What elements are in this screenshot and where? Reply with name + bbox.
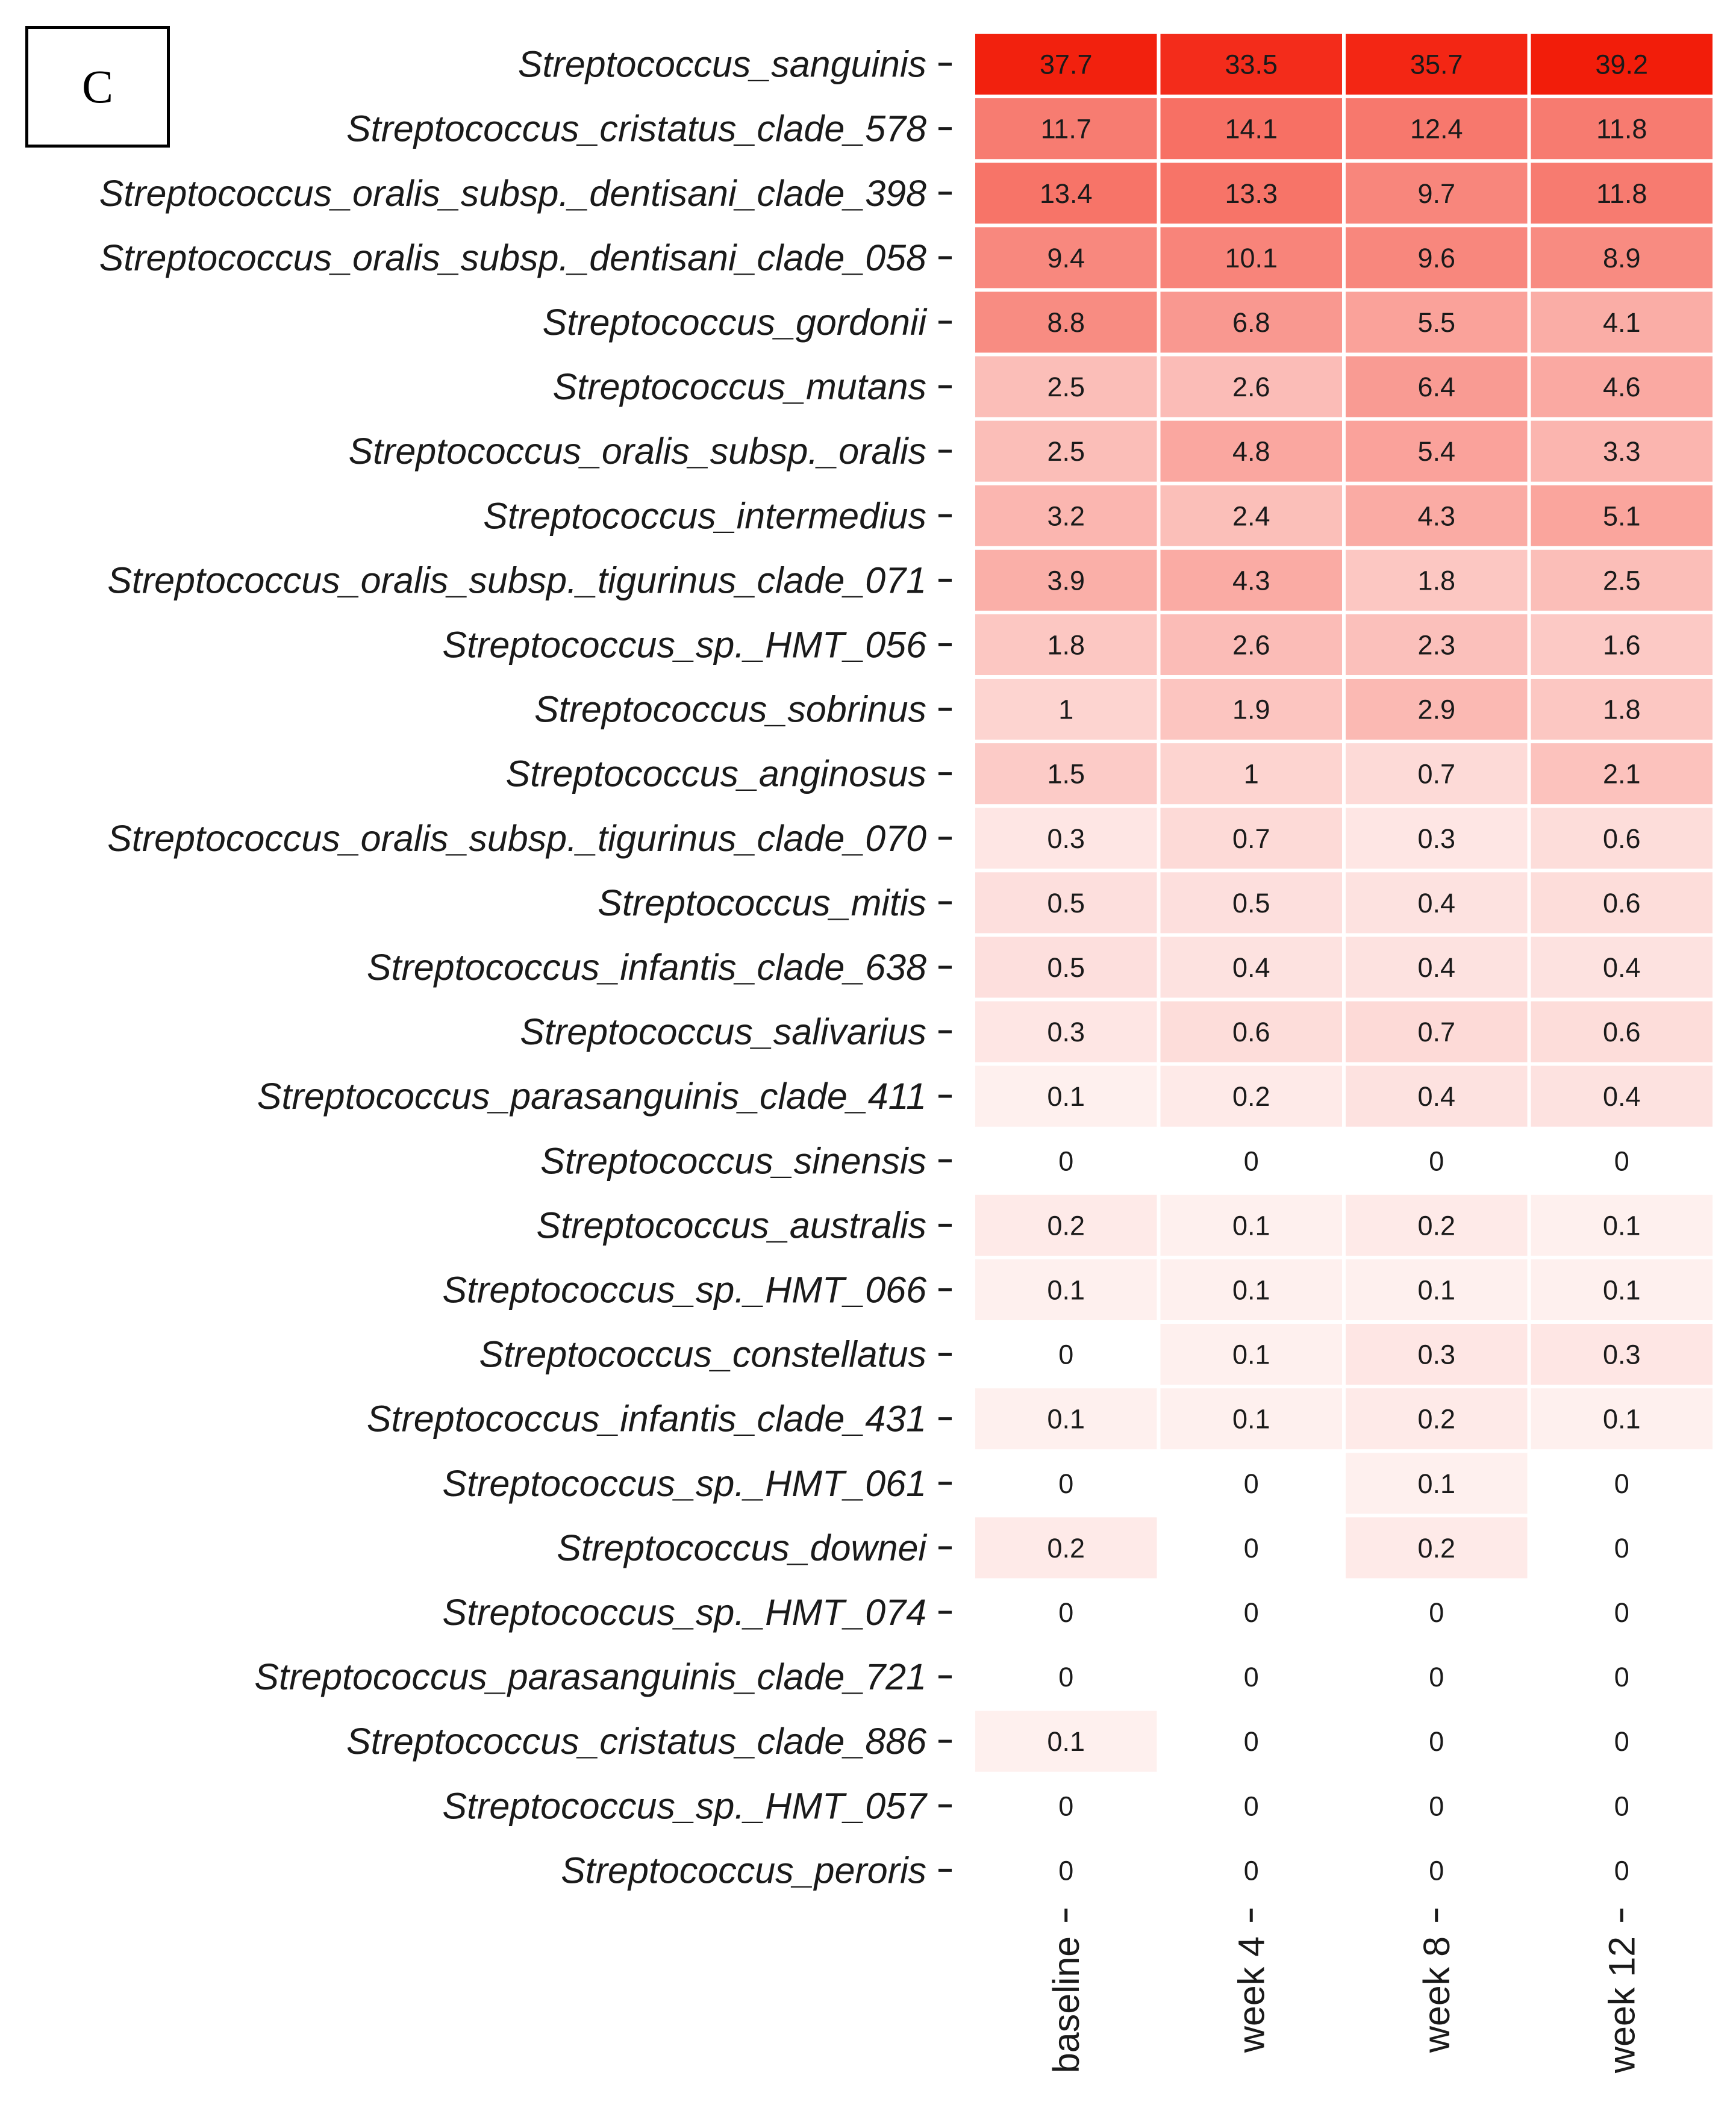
cell-value-label: 0.7 <box>1417 1017 1456 1048</box>
row-label: Streptococcus_sp._HMT_057 <box>442 1785 926 1827</box>
cell-value-label: 5.4 <box>1417 436 1456 467</box>
cell-value-label: 8.8 <box>1047 307 1085 338</box>
row-label: Streptococcus_sp._HMT_074 <box>442 1591 926 1633</box>
cell-value-label: 0.3 <box>1047 823 1085 854</box>
cell-value-label: 0.1 <box>1047 1274 1085 1306</box>
cell-value-label: 9.6 <box>1417 242 1456 273</box>
cell-value-label: 0 <box>1243 1532 1259 1564</box>
cell-value-label: 3.2 <box>1047 501 1085 532</box>
row-label: Streptococcus_sobrinus <box>534 688 926 730</box>
cell-value-label: 0.1 <box>1602 1403 1641 1435</box>
row-label: Streptococcus_parasanguinis_clade_721 <box>254 1656 926 1698</box>
cell-value-label: 2.5 <box>1602 565 1641 596</box>
cell-value-label: 0 <box>1429 1791 1444 1822</box>
cell-value-label: 0 <box>1614 1726 1629 1757</box>
row-label: Streptococcus_downei <box>557 1527 926 1568</box>
cell-value-label: 1.6 <box>1602 629 1641 661</box>
cell-value-label: 0.2 <box>1417 1532 1456 1564</box>
row-label: Streptococcus_anginosus <box>505 753 926 794</box>
cell-value-label: 0.1 <box>1232 1274 1270 1306</box>
cell-value-label: 4.8 <box>1232 436 1270 467</box>
cell-value-label: 0.6 <box>1602 823 1641 854</box>
cell-value-label: 0.4 <box>1602 952 1641 983</box>
row-label: Streptococcus_gordonii <box>542 301 926 343</box>
cell-value-label: 1 <box>1058 694 1074 725</box>
cell-value-label: 11.8 <box>1596 113 1647 145</box>
cell-value-label: 2.5 <box>1047 372 1085 403</box>
row-label: Streptococcus_australis <box>536 1205 926 1246</box>
cell-value-label: 0.2 <box>1417 1403 1456 1435</box>
cell-value-label: 2.5 <box>1047 436 1085 467</box>
cell-value-label: 0 <box>1243 1146 1259 1177</box>
cell-value-label: 0.2 <box>1047 1210 1085 1241</box>
cell-value-label: 0 <box>1429 1146 1444 1177</box>
cell-value-label: 2.9 <box>1417 694 1456 725</box>
cell-value-label: 9.7 <box>1417 178 1456 209</box>
cell-value-label: 8.9 <box>1602 242 1641 273</box>
cell-value-label: 0.3 <box>1602 1339 1641 1370</box>
cell-value-label: 0 <box>1243 1855 1259 1886</box>
cell-value-label: 0 <box>1614 1468 1629 1499</box>
cell-value-label: 4.6 <box>1602 372 1641 403</box>
cell-value-label: 3.9 <box>1047 565 1085 596</box>
cell-value-label: 11.8 <box>1596 178 1647 209</box>
row-label: Streptococcus_sp._HMT_056 <box>442 624 926 666</box>
cell-value-label: 0.3 <box>1047 1017 1085 1048</box>
cell-value-label: 1 <box>1243 758 1259 790</box>
cell-value-label: 0.2 <box>1047 1532 1085 1564</box>
cell-value-label: 0.1 <box>1602 1210 1641 1241</box>
row-label: Streptococcus_peroris <box>561 1850 926 1891</box>
cell-value-label: 0 <box>1429 1855 1444 1886</box>
row-label: Streptococcus_sanguinis <box>517 43 926 85</box>
row-label: Streptococcus_infantis_clade_638 <box>366 946 926 988</box>
cell-value-label: 2.6 <box>1232 372 1270 403</box>
cell-value-label: 0 <box>1614 1791 1629 1822</box>
cell-value-label: 0.1 <box>1417 1274 1456 1306</box>
row-label: Streptococcus_oralis_subsp._dentisani_clade_398 <box>99 172 926 214</box>
cell-value-label: 0.4 <box>1417 887 1456 918</box>
cell-value-label: 0.5 <box>1047 887 1085 918</box>
cell-value-label: 0.1 <box>1232 1210 1270 1241</box>
cell-value-label: 39.2 <box>1595 49 1649 80</box>
column-label: week 12 <box>1601 1936 1643 2074</box>
cell-value-label: 12.4 <box>1410 113 1463 145</box>
cell-value-label: 0 <box>1243 1597 1259 1628</box>
cell-value-label: 1.5 <box>1047 758 1085 790</box>
cell-value-label: 0.1 <box>1602 1274 1641 1306</box>
cell-value-label: 0 <box>1429 1662 1444 1693</box>
cell-value-label: 0 <box>1243 1468 1259 1499</box>
cell-value-label: 1.8 <box>1047 629 1085 661</box>
cell-value-label: 1.9 <box>1232 694 1270 725</box>
row-label: Streptococcus_cristatus_clade_578 <box>346 108 926 149</box>
cell-value-label: 4.3 <box>1417 501 1456 532</box>
row-label: Streptococcus_infantis_clade_431 <box>366 1398 926 1439</box>
cell-value-label: 4.3 <box>1232 565 1270 596</box>
cell-value-label: 0.4 <box>1417 1081 1456 1112</box>
cell-value-label: 0.4 <box>1232 952 1270 983</box>
row-label: Streptococcus_intermedius <box>483 495 926 537</box>
cell-value-label: 13.4 <box>1039 178 1093 209</box>
cell-value-label: 0 <box>1614 1146 1629 1177</box>
cell-value-label: 0.6 <box>1232 1017 1270 1048</box>
row-label: Streptococcus_mitis <box>598 882 926 923</box>
cell-value-label: 0 <box>1058 1468 1074 1499</box>
cell-value-label: 0 <box>1058 1339 1074 1370</box>
cell-value-label: 0.6 <box>1602 1017 1641 1048</box>
cell-value-label: 5.1 <box>1602 501 1641 532</box>
cell-value-label: 4.1 <box>1602 307 1641 338</box>
cell-value-label: 0 <box>1058 1791 1074 1822</box>
row-label: Streptococcus_oralis_subsp._tigurinus_clade_071 <box>107 560 926 601</box>
cell-value-label: 0.1 <box>1232 1403 1270 1435</box>
cell-value-label: 37.7 <box>1039 49 1093 80</box>
cell-value-label: 35.7 <box>1410 49 1463 80</box>
cell-value-label: 0 <box>1058 1662 1074 1693</box>
cell-value-label: 0.4 <box>1602 1081 1641 1112</box>
cell-value-label: 0 <box>1429 1726 1444 1757</box>
cell-value-label: 0.5 <box>1232 887 1270 918</box>
cell-value-label: 0.2 <box>1232 1081 1270 1112</box>
cell-value-label: 0 <box>1429 1597 1444 1628</box>
row-label: Streptococcus_sp._HMT_061 <box>442 1462 926 1504</box>
cell-value-label: 5.5 <box>1417 307 1456 338</box>
row-label: Streptococcus_oralis_subsp._tigurinus_clade_070 <box>107 817 926 859</box>
cell-value-label: 0.1 <box>1047 1403 1085 1435</box>
row-labels <box>99 44 952 1891</box>
row-label: Streptococcus_mutans <box>552 366 926 408</box>
cell-value-label: 0 <box>1243 1662 1259 1693</box>
cell-value-label: 0 <box>1614 1662 1629 1693</box>
column-labels <box>1046 1909 1643 2074</box>
column-label: week 4 <box>1231 1936 1272 2053</box>
cell-value-label: 0.5 <box>1047 952 1085 983</box>
row-label: Streptococcus_sinensis <box>540 1140 926 1182</box>
cell-value-label: 2.6 <box>1232 629 1270 661</box>
column-label: week 8 <box>1416 1936 1457 2053</box>
cell-value-label: 0.1 <box>1047 1081 1085 1112</box>
cell-value-label: 0.7 <box>1417 758 1456 790</box>
cell-value-label: 0 <box>1614 1597 1629 1628</box>
cell-value-label: 0.1 <box>1047 1726 1085 1757</box>
cell-value-label: 0.1 <box>1417 1468 1456 1499</box>
row-label: Streptococcus_sp._HMT_066 <box>442 1269 926 1311</box>
cell-value-label: 0 <box>1058 1855 1074 1886</box>
cell-value-label: 0 <box>1614 1855 1629 1886</box>
row-label: Streptococcus_salivarius <box>520 1011 926 1053</box>
cell-value-label: 3.3 <box>1602 436 1641 467</box>
cell-value-label: 0.3 <box>1417 823 1456 854</box>
cell-value-label: 0.6 <box>1602 887 1641 918</box>
cell-value-label: 2.1 <box>1602 758 1641 790</box>
cell-value-label: 1.8 <box>1602 694 1641 725</box>
row-label: Streptococcus_parasanguinis_clade_411 <box>257 1076 926 1117</box>
cell-value-label: 11.7 <box>1040 113 1091 145</box>
cell-value-label: 1.8 <box>1417 565 1456 596</box>
cell-value-label: 0.1 <box>1232 1339 1270 1370</box>
row-label: Streptococcus_oralis_subsp._oralis <box>348 431 926 472</box>
cell-value-label: 0.2 <box>1417 1210 1456 1241</box>
row-label: Streptococcus_cristatus_clade_886 <box>346 1721 926 1762</box>
cell-value-label: 0 <box>1243 1791 1259 1822</box>
cell-value-label: 14.1 <box>1225 113 1278 145</box>
cell-value-label: 2.4 <box>1232 501 1270 532</box>
column-label: baseline <box>1045 1936 1087 2074</box>
cell-value-label: 2.3 <box>1417 629 1456 661</box>
cell-value-label: 0 <box>1058 1146 1074 1177</box>
row-label: Streptococcus_constellatus <box>479 1333 926 1375</box>
panel-label: C <box>25 26 170 148</box>
cell-value-label: 13.3 <box>1225 178 1278 209</box>
cell-value-label: 0.7 <box>1232 823 1270 854</box>
cell-value-label: 0 <box>1058 1597 1074 1628</box>
cell-value-label: 0.3 <box>1417 1339 1456 1370</box>
row-label: Streptococcus_oralis_subsp._dentisani_clade_058 <box>99 237 926 278</box>
cell-value-label: 0.4 <box>1417 952 1456 983</box>
cell-value-label: 33.5 <box>1225 49 1278 80</box>
cell-value-label: 6.8 <box>1232 307 1270 338</box>
cell-value-label: 9.4 <box>1047 242 1085 273</box>
cell-value-label: 10.1 <box>1225 242 1278 273</box>
cell-value-label: 6.4 <box>1417 372 1456 403</box>
cell-value-label: 0 <box>1614 1532 1629 1564</box>
heatmap-cells <box>975 34 1713 1901</box>
cell-value-label: 0 <box>1243 1726 1259 1757</box>
